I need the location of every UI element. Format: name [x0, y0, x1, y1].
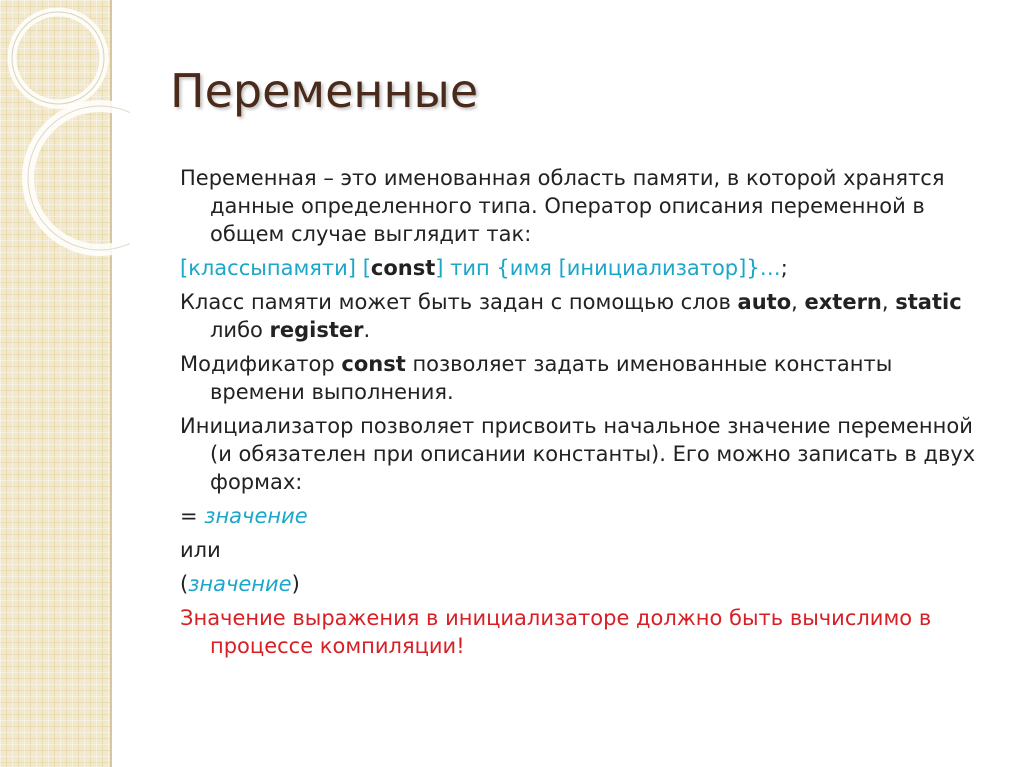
syntax-space	[356, 256, 363, 280]
storage-class-paragraph	[180, 288, 980, 344]
storage-text-1: Класс памяти может быть задан с помощью слов	[180, 290, 738, 314]
const-paragraph	[180, 350, 980, 406]
syntax-close-bracket: ]	[435, 256, 444, 280]
form-parens	[180, 570, 980, 598]
slide-body	[180, 164, 980, 666]
syntax-type-name: тип {имя [инициализатор]}…	[443, 256, 781, 280]
syntax-const: const	[370, 256, 436, 280]
keyword-auto: auto	[737, 290, 792, 314]
close-paren: )	[291, 572, 300, 596]
storage-dot: .	[363, 318, 371, 342]
decorative-circles	[0, 0, 130, 260]
const-text-1: Модификатор	[180, 352, 342, 376]
comma-1: ,	[791, 290, 805, 314]
storage-text-2: либо	[210, 318, 270, 342]
comma-2: ,	[881, 290, 896, 314]
syntax-semicolon: ;	[780, 256, 788, 280]
definition-paragraph: Переменная – это именованная область памяти, в которой хранятся данные определенного типа. Оператор описания переменной в общем случае выглядит так:	[180, 166, 945, 246]
slide-title: Переменные	[170, 64, 479, 118]
keyword-static: static	[895, 290, 962, 314]
equals-sign: =	[180, 504, 205, 528]
const-text-2: позволяет задать именованные константы времени выполнения.	[210, 352, 893, 404]
syntax-line	[180, 254, 980, 282]
value-placeholder-2: значение	[188, 572, 292, 596]
form-equals	[180, 502, 980, 530]
keyword-extern: extern	[804, 290, 882, 314]
initializer-paragraph: Инициализатор позволяет присвоить начальное значение переменной (и обязателен при описании константы). Его можно записать в двух формах:	[180, 414, 976, 494]
keyword-const: const	[341, 352, 406, 376]
compile-time-warning: Значение выражения в инициализаторе должно быть вычислимо в процессе компиляции!	[180, 606, 932, 658]
syntax-open-bracket: [	[362, 256, 371, 280]
open-paren: (	[180, 572, 189, 596]
value-placeholder-1: значение	[204, 504, 308, 528]
keyword-register: register	[269, 318, 364, 342]
syntax-storage-class: [классы	[180, 256, 267, 280]
or-line: или	[180, 538, 221, 562]
syntax-storage-class-2: памяти]	[266, 256, 356, 280]
